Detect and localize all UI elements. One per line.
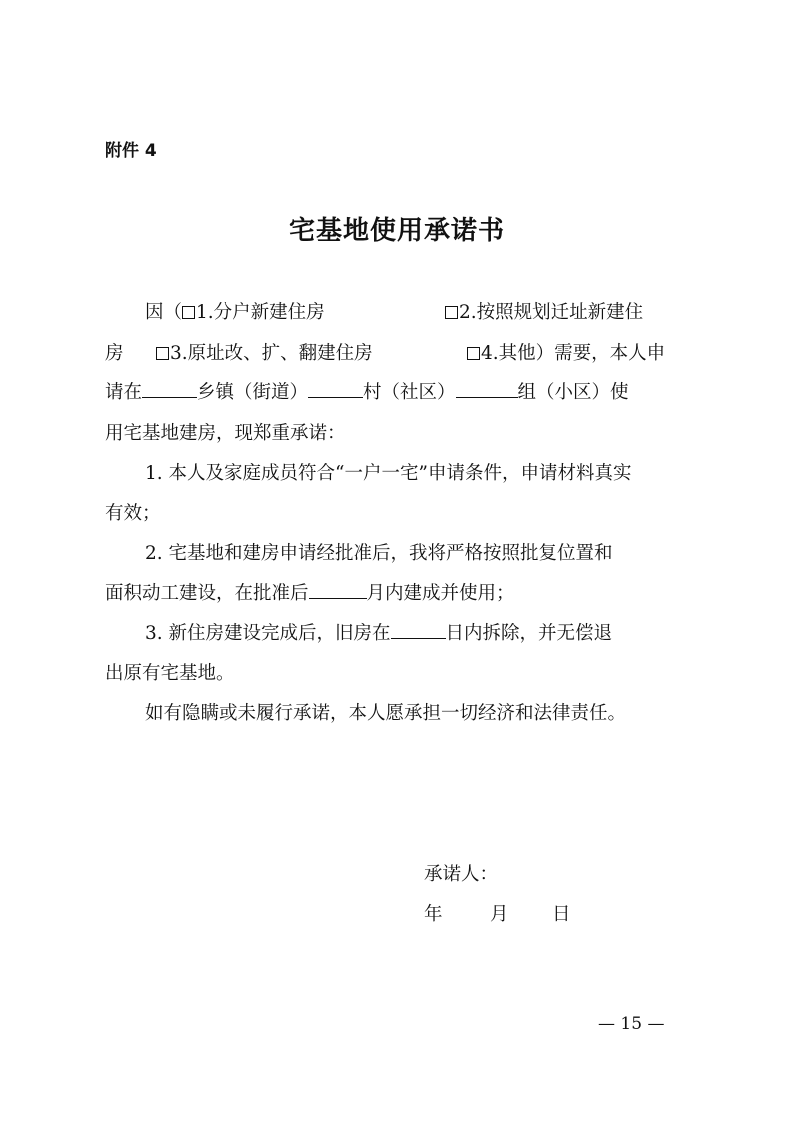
attachment-label: 附件 4: [105, 141, 157, 161]
item-3-text-cont: 出原有宅基地。: [105, 663, 235, 684]
checkbox-option-2[interactable]: [445, 306, 458, 319]
item-3-line-1: [145, 618, 612, 650]
intro-line-1: [145, 297, 325, 329]
intro-line-2: [105, 338, 124, 370]
blank-months[interactable]: [309, 580, 367, 599]
text-village: 村（社区）: [363, 382, 456, 403]
promisor-label: 承诺人：: [424, 864, 499, 885]
intro-line-2b: [156, 338, 373, 370]
option-1-label: 1.分户新建住房: [196, 302, 325, 323]
option-2-label: 2.按照规划迁址新建住: [459, 302, 644, 323]
item-2-line-2: [105, 578, 515, 610]
document-title: 宅基地使用承诺书: [288, 216, 505, 246]
item-2-line-1: [145, 538, 613, 570]
intro-line-3: [105, 377, 629, 409]
option-4-label: 4.其他）需要，本人申: [481, 343, 666, 364]
text-township: 乡镇（街道）: [197, 382, 309, 403]
checkbox-option-3[interactable]: [156, 347, 169, 360]
item-1-text-cont: 有效；: [105, 503, 161, 524]
item-3-text-end: 日内拆除，并无偿退: [445, 623, 613, 644]
option-3-label: 3.原址改、扩、翻建住房: [170, 343, 373, 364]
closing-text: 如有隐瞒或未履行承诺，本人愿承担一切经济和法律责任。: [145, 703, 627, 724]
item-2-text-end: 月内建成并使用；: [366, 583, 515, 604]
item-1-text: 1. 本人及家庭成员符合“一户一宅”申请条件，申请材料真实: [145, 463, 632, 484]
text-group: 组（小区）使: [517, 382, 629, 403]
date-year: 年: [424, 904, 443, 925]
item-2-text-cont: 面积动工建设，在批准后: [105, 583, 309, 604]
intro-line-4: [105, 418, 346, 450]
blank-group[interactable]: [456, 379, 518, 398]
intro-prefix: 因（: [145, 302, 183, 323]
item-3-line-2: [105, 658, 235, 690]
intro-line2-prefix: 房: [105, 343, 124, 364]
checkbox-option-1[interactable]: [182, 306, 195, 319]
item-3-text: 3. 新住房建设完成后，旧房在: [145, 623, 391, 644]
text-qingzai: 请在: [105, 382, 143, 403]
intro-statement: 用宅基地建房，现郑重承诺：: [105, 423, 346, 444]
intro-line-2c: [467, 338, 665, 370]
blank-township[interactable]: [142, 379, 197, 398]
blank-days[interactable]: [391, 620, 446, 639]
item-1-line-1: [145, 458, 631, 490]
page-number: — 15 —: [598, 1014, 665, 1034]
closing-line: [145, 698, 626, 730]
item-2-text: 2. 宅基地和建房申请经批准后，我将严格按照批复位置和: [145, 543, 613, 564]
item-1-line-2: [105, 498, 161, 530]
intro-line-1b: [445, 297, 643, 329]
checkbox-option-4[interactable]: [467, 347, 480, 360]
blank-village[interactable]: [308, 379, 363, 398]
date-month: 月: [490, 904, 509, 925]
date-day: 日: [552, 904, 571, 925]
